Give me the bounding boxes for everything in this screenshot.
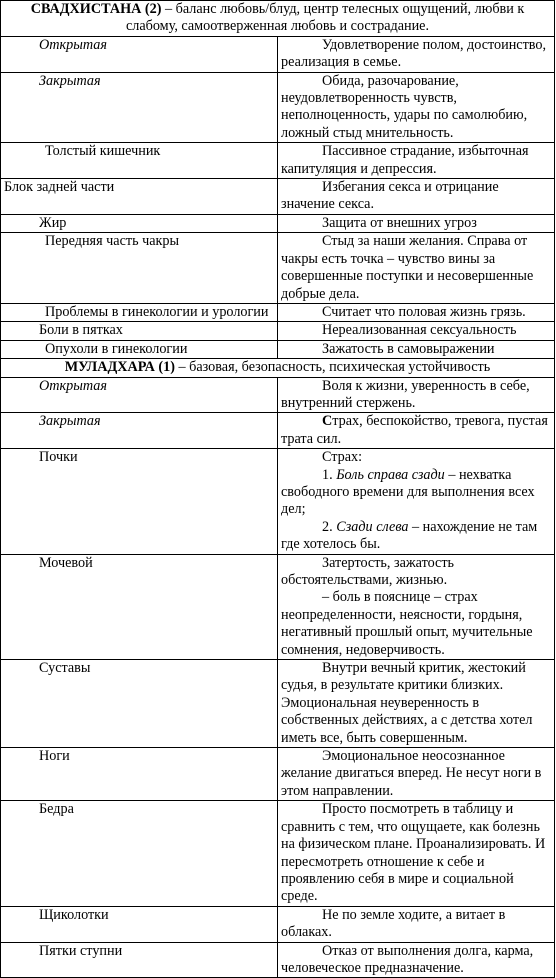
row-value: Не по земле ходите, а витает в облаках.: [278, 906, 555, 942]
row-value: Зажатость в самовыражении: [278, 340, 555, 358]
row-value: Защита от внешних угроз: [278, 214, 555, 232]
section-header-muladhara: [1, 359, 555, 377]
table-row: [1, 179, 555, 215]
table-row: [1, 340, 555, 358]
row-value: Страх, беспокойство, тревога, пустая трата сил.: [278, 413, 555, 449]
row-value: Удовлетворение полом, достоинство, реализация в семье.: [278, 36, 555, 72]
row-label: Проблемы в гинекологии и урологии: [1, 303, 278, 321]
section-title: МУЛАДХАРА (1): [64, 359, 175, 376]
row-label: Открытая: [1, 36, 278, 72]
table-row: [1, 72, 555, 143]
section-description: – баланс любовь/блуд, центр телесных ощущений, любви к слабому, самоотверженная любовь и сострадание.: [125, 1, 525, 35]
section-header-cell: [1, 1, 555, 37]
row-value: Просто посмотреть в таблицу и сравнить с тем, что ощущаете, как болезнь на физическом плане. Проанализировать. И пересмотреть отношение к себе и проявлению себя в мире и социальной среде.: [278, 801, 555, 906]
row-label: Толстый кишечник: [1, 143, 278, 179]
row-label: Щиколотки: [1, 906, 278, 942]
row-label: Блок задней части: [1, 179, 278, 215]
row-label: Суставы: [1, 660, 278, 748]
table-row: [1, 36, 555, 72]
row-value: Обида, разочарование, неудовлетворенность чувств, неполноценность, удары по самолюбию, ложный стыд мнительность.: [278, 72, 555, 143]
row-value: Затертость, зажатость обстоятельствами, жизнью. – боль в пояснице – страх неопределенности, неясности, гордыня, негативный прошлый опыт, мучительные сомнения, недоверчивость.: [278, 554, 555, 659]
table-row: [1, 143, 555, 179]
row-value: Страх: 1. Боль справа сзади – нехватка свободного времени для выполнения всех дел; 2. Сзади слева – нахождение не там где хотелось бы.: [278, 449, 555, 554]
row-value: Нереализованная сексуальность: [278, 322, 555, 340]
row-label: Опухоли в гинекологии: [1, 340, 278, 358]
table-row: [1, 906, 555, 942]
row-value: Воля к жизни, уверенность в себе, внутренний стержень.: [278, 377, 555, 413]
section-header-svadhisthana: [1, 1, 555, 37]
table-row: [1, 748, 555, 801]
section-description: – базовая, безопасность, психическая устойчивость: [174, 359, 491, 376]
row-value: Внутри вечный критик, жестокий судья, в результате критики близких. Эмоциональная неуверенность в собственных действиях, а с детства хотел иметь все, быть совершенным.: [278, 660, 555, 748]
row-label: Закрытая: [1, 72, 278, 143]
table-row: [1, 660, 555, 748]
section-header-cell: [1, 359, 555, 377]
row-value: Эмоциональное неосознанное желание двигаться вперед. Не несут ноги в этом направлении.: [278, 748, 555, 801]
table-row: [1, 322, 555, 340]
row-label: Мочевой: [1, 554, 278, 659]
table-row: [1, 413, 555, 449]
table-row: [1, 801, 555, 906]
table-row: [1, 233, 555, 304]
table-row: [1, 554, 555, 659]
row-label: Жир: [1, 214, 278, 232]
table-row: [1, 303, 555, 321]
row-label: Пятки ступни: [1, 942, 278, 978]
table-row: [1, 377, 555, 413]
row-value: Стыд за наши желания. Справа от чакры есть точка – чувство вины за совершенные поступки и несовершенные добрые дела.: [278, 233, 555, 304]
section-title: СВАДХИСТАНА (2): [30, 1, 162, 17]
row-label: Боли в пятках: [1, 322, 278, 340]
table-row: [1, 942, 555, 978]
row-label: Закрытая: [1, 413, 278, 449]
row-label: Бедра: [1, 801, 278, 906]
row-label: Открытая: [1, 377, 278, 413]
row-label: Почки: [1, 449, 278, 554]
row-value: Отказ от выполнения долга, карма, человеческое предназначение.: [278, 942, 555, 978]
row-label: Передняя часть чакры: [1, 233, 278, 304]
table-row: [1, 214, 555, 232]
row-value: Избегания секса и отрицание значение секса.: [278, 179, 555, 215]
row-label: Ноги: [1, 748, 278, 801]
table-row: [1, 449, 555, 554]
row-value: Пассивное страдание, избыточная капитуляция и депрессия.: [278, 143, 555, 179]
row-value: Считает что половая жизнь грязь.: [278, 303, 555, 321]
